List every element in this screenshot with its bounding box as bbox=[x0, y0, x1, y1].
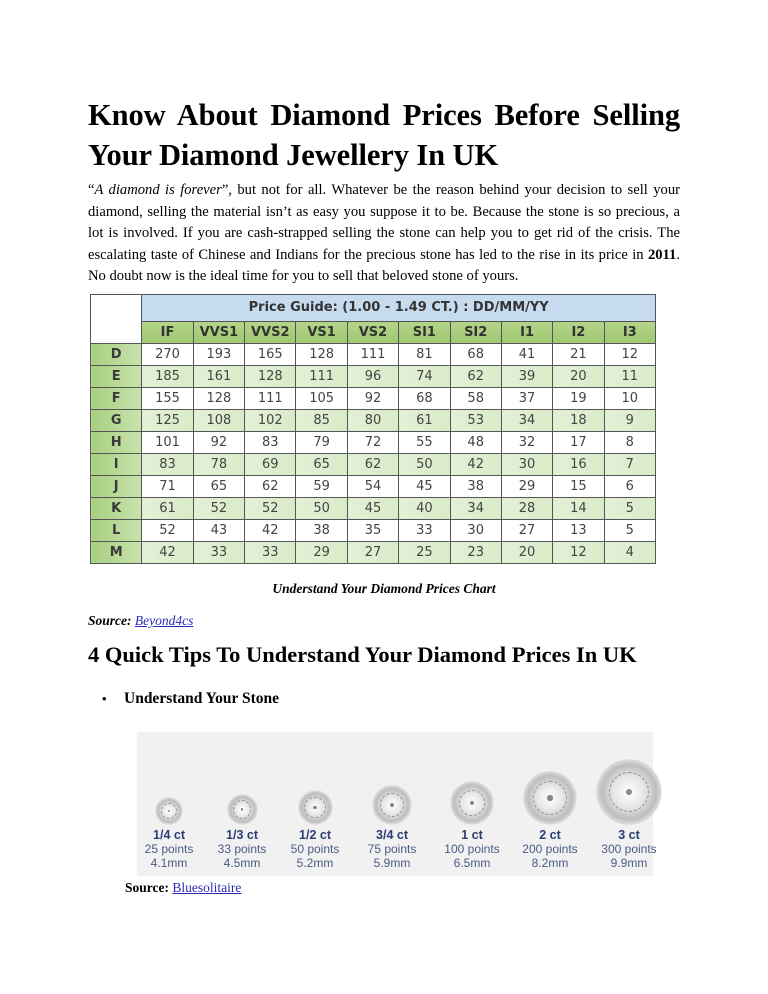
intro-text-1: , but not for all. Whatever be the reason behind your decision to sell your diamond, selling the material isn’t as easy you suppose it to be. Because the stone is so precious, a lot is involved. If you are cash-strapped selling the stone can help you to get rid of the crisis. The escalating taste of Chinese and Indians for the precious stone has led to the rise in its price in bbox=[88, 182, 680, 263]
source-label: Source: bbox=[88, 613, 132, 628]
price-cell: 33 bbox=[245, 541, 296, 563]
price-cell: 68 bbox=[399, 388, 450, 410]
diamond-icon bbox=[524, 772, 576, 824]
column-header: VS1 bbox=[296, 321, 347, 344]
carat-label: 3/4 ct bbox=[376, 828, 408, 842]
table-header-row bbox=[91, 321, 656, 344]
price-cell: 37 bbox=[501, 388, 552, 410]
price-cell: 165 bbox=[245, 344, 296, 366]
price-cell: 45 bbox=[347, 497, 398, 519]
price-cell: 62 bbox=[245, 475, 296, 497]
points-label: 100 points bbox=[444, 842, 500, 856]
column-header: VVS2 bbox=[245, 321, 296, 344]
source-line-1 bbox=[88, 613, 193, 629]
size-mm-label: 5.2mm bbox=[296, 856, 334, 870]
source-link-beyond4cs[interactable]: Beyond4cs bbox=[134, 613, 194, 628]
price-cell: 78 bbox=[193, 454, 244, 476]
price-cell: 34 bbox=[450, 497, 501, 519]
price-cell: 155 bbox=[142, 388, 193, 410]
table-row bbox=[91, 410, 656, 432]
price-cell: 53 bbox=[450, 410, 501, 432]
price-cell: 45 bbox=[399, 475, 450, 497]
price-guide-table-image bbox=[90, 294, 656, 564]
page-title: Know About Diamond Prices Before Selling Your Diamond Jewellery In UK bbox=[88, 98, 680, 172]
tips-heading: 4 Quick Tips To Understand Your Diamond Prices In UK bbox=[88, 642, 637, 667]
price-cell: 41 bbox=[501, 344, 552, 366]
price-cell: 30 bbox=[501, 454, 552, 476]
diamond-icon bbox=[597, 760, 661, 824]
price-cell: 83 bbox=[142, 454, 193, 476]
diamond-size-item bbox=[277, 791, 353, 870]
column-header: VVS1 bbox=[193, 321, 244, 344]
column-header: I1 bbox=[501, 321, 552, 344]
price-cell: 33 bbox=[193, 541, 244, 563]
price-cell: 38 bbox=[296, 519, 347, 541]
points-label: 50 points bbox=[290, 842, 340, 856]
points-label: 33 points bbox=[217, 842, 267, 856]
price-cell: 32 bbox=[501, 432, 552, 454]
table-row bbox=[91, 541, 656, 563]
price-cell: 83 bbox=[245, 432, 296, 454]
column-header: I2 bbox=[553, 321, 604, 344]
price-cell: 27 bbox=[347, 541, 398, 563]
row-label: G bbox=[91, 410, 142, 432]
price-cell: 23 bbox=[450, 541, 501, 563]
price-cell: 19 bbox=[553, 388, 604, 410]
size-mm-label: 5.9mm bbox=[373, 856, 411, 870]
price-cell: 28 bbox=[501, 497, 552, 519]
price-cell: 68 bbox=[450, 344, 501, 366]
price-cell: 101 bbox=[142, 432, 193, 454]
price-cell: 16 bbox=[553, 454, 604, 476]
price-cell: 12 bbox=[604, 344, 655, 366]
diamond-size-item bbox=[204, 795, 280, 870]
column-header: SI1 bbox=[399, 321, 450, 344]
price-cell: 15 bbox=[553, 475, 604, 497]
price-cell: 48 bbox=[450, 432, 501, 454]
bullet-item bbox=[102, 690, 279, 708]
price-cell: 52 bbox=[193, 497, 244, 519]
price-cell: 59 bbox=[296, 475, 347, 497]
price-cell: 69 bbox=[245, 454, 296, 476]
table-row bbox=[91, 475, 656, 497]
row-label: K bbox=[91, 497, 142, 519]
price-cell: 35 bbox=[347, 519, 398, 541]
price-cell: 111 bbox=[347, 344, 398, 366]
price-cell: 96 bbox=[347, 366, 398, 388]
diamond-icon bbox=[228, 795, 257, 824]
price-cell: 111 bbox=[296, 366, 347, 388]
diamond-icon bbox=[299, 791, 332, 824]
table-title: Price Guide: (1.00 - 1.49 CT.) : DD/MM/YY bbox=[142, 295, 656, 322]
column-header: I3 bbox=[604, 321, 655, 344]
price-cell: 14 bbox=[553, 497, 604, 519]
price-cell: 105 bbox=[296, 388, 347, 410]
size-mm-label: 8.2mm bbox=[531, 856, 569, 870]
price-cell: 52 bbox=[245, 497, 296, 519]
price-cell: 50 bbox=[399, 454, 450, 476]
price-cell: 62 bbox=[347, 454, 398, 476]
row-label: F bbox=[91, 388, 142, 410]
source-link-bluesolitaire[interactable]: Bluesolitaire bbox=[172, 880, 242, 895]
intro-text-2: . No doubt now is the ideal time for you to sell that beloved stone of yours. bbox=[88, 246, 680, 284]
price-cell: 58 bbox=[450, 388, 501, 410]
price-cell: 42 bbox=[450, 454, 501, 476]
price-cell: 21 bbox=[553, 344, 604, 366]
intro-paragraph bbox=[88, 180, 680, 288]
price-cell: 7 bbox=[604, 454, 655, 476]
table-caption: Understand Your Diamond Prices Chart bbox=[272, 581, 496, 596]
price-cell: 65 bbox=[193, 475, 244, 497]
source-line-2 bbox=[125, 880, 241, 896]
price-cell: 20 bbox=[553, 366, 604, 388]
diamond-size-item bbox=[354, 786, 430, 870]
price-cell: 29 bbox=[501, 475, 552, 497]
price-cell: 102 bbox=[245, 410, 296, 432]
price-cell: 12 bbox=[553, 541, 604, 563]
price-cell: 74 bbox=[399, 366, 450, 388]
points-label: 75 points bbox=[367, 842, 417, 856]
table-row bbox=[91, 388, 656, 410]
price-cell: 79 bbox=[296, 432, 347, 454]
points-label: 300 points bbox=[601, 842, 657, 856]
price-cell: 25 bbox=[399, 541, 450, 563]
price-cell: 9 bbox=[604, 410, 655, 432]
size-mm-label: 4.1mm bbox=[150, 856, 188, 870]
price-cell: 128 bbox=[296, 344, 347, 366]
table-row bbox=[91, 366, 656, 388]
price-cell: 92 bbox=[193, 432, 244, 454]
price-cell: 65 bbox=[296, 454, 347, 476]
price-cell: 39 bbox=[501, 366, 552, 388]
diamond-size-chart-image bbox=[137, 732, 657, 876]
table-row bbox=[91, 454, 656, 476]
table-row bbox=[91, 432, 656, 454]
price-cell: 8 bbox=[604, 432, 655, 454]
price-cell: 4 bbox=[604, 541, 655, 563]
price-cell: 62 bbox=[450, 366, 501, 388]
bullet-label: Understand Your Stone bbox=[124, 690, 280, 707]
carat-label: 1/2 ct bbox=[299, 828, 331, 842]
price-cell: 11 bbox=[604, 366, 655, 388]
price-cell: 5 bbox=[604, 497, 655, 519]
carat-label: 3 ct bbox=[618, 828, 640, 842]
price-cell: 85 bbox=[296, 410, 347, 432]
price-cell: 270 bbox=[142, 344, 193, 366]
size-mm-label: 6.5mm bbox=[453, 856, 491, 870]
price-cell: 193 bbox=[193, 344, 244, 366]
price-cell: 42 bbox=[142, 541, 193, 563]
price-cell: 27 bbox=[501, 519, 552, 541]
quote-close: ” bbox=[221, 182, 229, 198]
price-guide-table bbox=[90, 294, 656, 564]
price-cell: 17 bbox=[553, 432, 604, 454]
column-header: SI2 bbox=[450, 321, 501, 344]
price-cell: 5 bbox=[604, 519, 655, 541]
price-cell: 108 bbox=[193, 410, 244, 432]
price-cell: 10 bbox=[604, 388, 655, 410]
price-cell: 33 bbox=[399, 519, 450, 541]
price-cell: 34 bbox=[501, 410, 552, 432]
price-cell: 61 bbox=[399, 410, 450, 432]
price-cell: 54 bbox=[347, 475, 398, 497]
price-cell: 161 bbox=[193, 366, 244, 388]
source-label: Source: bbox=[125, 880, 169, 895]
price-cell: 71 bbox=[142, 475, 193, 497]
price-cell: 128 bbox=[245, 366, 296, 388]
points-label: 200 points bbox=[522, 842, 578, 856]
price-cell: 50 bbox=[296, 497, 347, 519]
intro-year: 2011 bbox=[647, 246, 677, 263]
price-cell: 92 bbox=[347, 388, 398, 410]
diamond-icon bbox=[451, 782, 493, 824]
carat-label: 1 ct bbox=[461, 828, 483, 842]
column-header: VS2 bbox=[347, 321, 398, 344]
table-row bbox=[91, 344, 656, 366]
row-label: L bbox=[91, 519, 142, 541]
price-cell: 111 bbox=[245, 388, 296, 410]
carat-label: 1/3 ct bbox=[226, 828, 258, 842]
diamond-size-item bbox=[591, 760, 667, 870]
row-label: H bbox=[91, 432, 142, 454]
row-label: J bbox=[91, 475, 142, 497]
diamond-size-item bbox=[434, 782, 510, 870]
price-cell: 185 bbox=[142, 366, 193, 388]
size-mm-label: 4.5mm bbox=[223, 856, 261, 870]
price-cell: 72 bbox=[347, 432, 398, 454]
table-row bbox=[91, 519, 656, 541]
price-cell: 125 bbox=[142, 410, 193, 432]
row-label: E bbox=[91, 366, 142, 388]
bullet-dot-icon: • bbox=[102, 691, 107, 706]
price-cell: 13 bbox=[553, 519, 604, 541]
price-cell: 55 bbox=[399, 432, 450, 454]
quote-open: “ bbox=[88, 182, 95, 198]
price-cell: 29 bbox=[296, 541, 347, 563]
table-corner-cell bbox=[91, 295, 142, 344]
diamond-size-item bbox=[512, 772, 588, 870]
intro-quote: A diamond is forever bbox=[94, 182, 222, 198]
diamond-icon bbox=[156, 798, 182, 824]
carat-label: 1/4 ct bbox=[153, 828, 185, 842]
price-cell: 18 bbox=[553, 410, 604, 432]
column-header: IF bbox=[142, 321, 193, 344]
row-label: I bbox=[91, 454, 142, 476]
price-cell: 43 bbox=[193, 519, 244, 541]
diamond-icon bbox=[373, 786, 411, 824]
price-cell: 40 bbox=[399, 497, 450, 519]
price-cell: 42 bbox=[245, 519, 296, 541]
diamond-size-item bbox=[131, 798, 207, 870]
row-label: D bbox=[91, 344, 142, 366]
points-label: 25 points bbox=[144, 842, 194, 856]
table-row bbox=[91, 497, 656, 519]
price-cell: 30 bbox=[450, 519, 501, 541]
price-cell: 6 bbox=[604, 475, 655, 497]
price-cell: 20 bbox=[501, 541, 552, 563]
price-cell: 52 bbox=[142, 519, 193, 541]
row-label: M bbox=[91, 541, 142, 563]
price-cell: 128 bbox=[193, 388, 244, 410]
size-mm-label: 9.9mm bbox=[610, 856, 648, 870]
price-cell: 81 bbox=[399, 344, 450, 366]
price-cell: 38 bbox=[450, 475, 501, 497]
price-cell: 61 bbox=[142, 497, 193, 519]
price-cell: 80 bbox=[347, 410, 398, 432]
carat-label: 2 ct bbox=[539, 828, 561, 842]
